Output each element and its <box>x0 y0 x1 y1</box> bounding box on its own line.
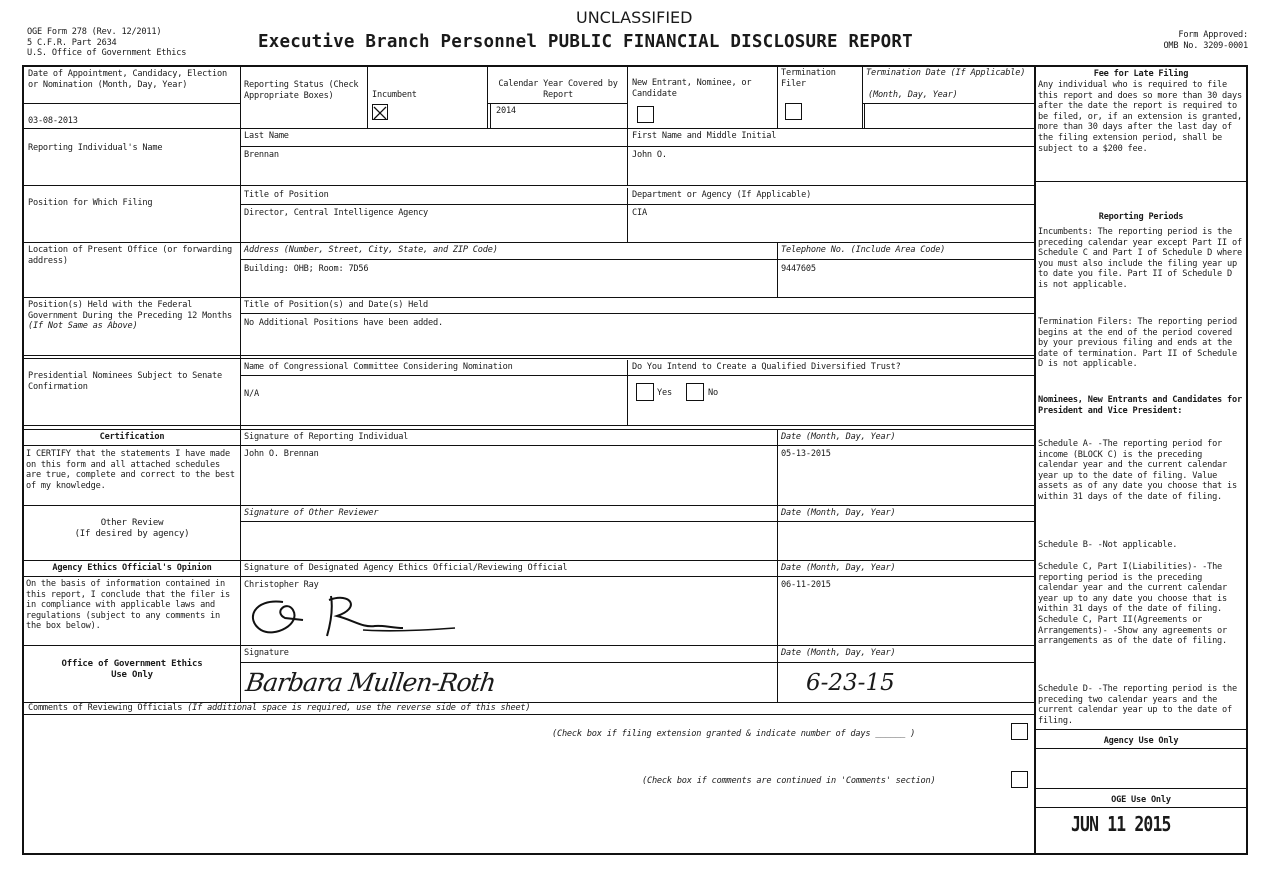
office-location-label: Location of Present Office (or forwarding address) <box>28 245 232 266</box>
reporting-periods-heading: Reporting Periods <box>1098 212 1184 222</box>
form-id <box>27 27 186 59</box>
incumbent-label: Incumbent <box>372 90 417 100</box>
comments-continued-text: (Check box if comments are continued in 'Comments' section) <box>642 776 936 786</box>
new-entrant-checkbox[interactable] <box>637 106 654 123</box>
schedule-b-text: Schedule B- -Not applicable. <box>1038 540 1178 550</box>
nominees-text: Nominees, New Entrants and Candidates for President and Vice President: <box>1038 395 1242 416</box>
position-title-value: Director, Central Intelligence Agency <box>244 208 429 218</box>
certification-text: I CERTIFY that the statements I have made on this form and all attached schedules are true, complete and correct to the best of my knowledge. <box>26 449 235 491</box>
ethics-date-value: 06-11-2015 <box>781 580 831 590</box>
positions-held-value: No Additional Positions have been added. <box>244 318 443 328</box>
extension-text: (Check box if filing extension granted & indicate number of days ______ ) <box>552 729 916 739</box>
oge-date-label: Date (Month, Day, Year) <box>781 648 896 658</box>
comments-continued-checkbox[interactable] <box>1011 771 1028 788</box>
checkmark-x-icon <box>373 106 387 120</box>
trust-yes-label: Yes <box>657 388 672 398</box>
termination-date-format: (Month, Day, Year) <box>868 90 958 100</box>
late-fee-heading: Fee for Late Filing <box>1093 69 1189 79</box>
trust-yes-checkbox[interactable] <box>636 383 654 401</box>
oge-use-only-label: OGE Use Only <box>1111 795 1171 805</box>
ethics-official-name: Christopher Ray <box>244 580 319 590</box>
certification-heading: Certification <box>99 432 165 442</box>
termination-filers-text: Termination Filers: The reporting period begins at the end of the period covered by your previous filing and ends at the date of termination. Part II of Schedule D is not applicable. <box>1038 317 1237 370</box>
trust-question-label: Do You Intend to Create a Qualified Diversified Trust? <box>632 362 901 372</box>
cfr-part: 5 C.F.R. Part 2634 <box>27 37 117 48</box>
positions-held-label <box>28 300 240 332</box>
termination-filer-label: Termination Filer <box>781 68 836 89</box>
certification-date-label: Date (Month, Day, Year) <box>781 432 896 442</box>
appointment-date-value: 03-08-2013 <box>28 116 78 126</box>
reporting-signature-value: John O. Brennan <box>244 449 319 459</box>
ethics-official-signature-label: Signature of Designated Agency Ethics Official/Reviewing Official <box>244 563 568 573</box>
agency-name: U.S. Office of Government Ethics <box>27 48 187 59</box>
committee-label: Name of Congressional Committee Considering Nomination <box>244 362 513 372</box>
agency-use-only-label: Agency Use Only <box>1103 736 1179 746</box>
received-date-stamp: JUN 11 2015 <box>1071 812 1171 836</box>
ethics-official-signature-image <box>243 590 473 640</box>
approval-label: Form Approved: <box>1178 30 1248 40</box>
address-label: Address (Number, Street, City, State, and ZIP Code) <box>244 245 498 255</box>
schedule-d-text: Schedule D- -The reporting period is the preceding two calendar years and the current calendar year up to the date of filing. <box>1038 684 1237 726</box>
telephone-label: Telephone No. (Include Area Code) <box>781 245 946 255</box>
incumbents-text: Incumbents: The reporting period is the preceding calendar year except Part II of Schedule C and Part I of Schedule D where you must also include the filing year up to date you file. Part II of Schedule D is not applicable. <box>1038 227 1242 290</box>
termination-date-label: Termination Date (If Applicable) <box>866 68 1026 78</box>
first-name-label: First Name and Middle Initial <box>632 131 777 141</box>
oge-title: Office of Government Ethics <box>61 659 203 669</box>
oge-use-label <box>24 659 240 681</box>
address-value: Building: OHB; Room: 7D56 <box>244 264 369 274</box>
calendar-year-label: Calendar Year Covered by Report <box>498 79 618 100</box>
department-label: Department or Agency (If Applicable) <box>632 190 812 200</box>
other-reviewer-signature-label: Signature of Other Reviewer <box>244 508 379 518</box>
first-name-value: John O. <box>632 150 667 160</box>
positions-held-title-label: Title of Position(s) and Date(s) Held <box>244 300 429 310</box>
reporting-signature-label: Signature of Reporting Individual <box>244 432 409 442</box>
certification-date-value: 05-13-2015 <box>781 449 831 459</box>
omb-number: OMB No. 3209-0001 <box>1163 40 1248 51</box>
reporting-status-label: Reporting Status (Check Appropriate Boxes) <box>244 80 359 101</box>
other-review-label <box>24 518 240 540</box>
last-name-value: Brennan <box>244 150 279 160</box>
ethics-date-label: Date (Month, Day, Year) <box>781 563 896 573</box>
last-name-label: Last Name <box>244 131 289 141</box>
classification-marking: UNCLASSIFIED <box>576 8 693 27</box>
agency-ethics-opinion: On the basis of information contained in this report, I conclude that the filer is in compliance with applicable laws and regulations (subject to any comments in the box below). <box>26 579 230 632</box>
oge-handwritten-signature: Barbara Mullen-Roth <box>243 668 498 697</box>
committee-value: N/A <box>244 389 259 399</box>
position-filing-label: Position for Which Filing <box>28 198 153 208</box>
calendar-year-value: 2014 <box>496 106 516 116</box>
other-review-title: Other Review <box>100 518 164 528</box>
form-number: OGE Form 278 (Rev. 12/2011) <box>27 27 162 37</box>
oge-sub: Use Only <box>111 670 153 680</box>
schedule-c-text: Schedule C, Part I(Liabilities)- -The reporting period is the preceding calendar year and the current calendar year up to any date you choose that is within 31 days of the date of filing. Schedule C, Part II(Agreements or Arrangements)- -Show any agreements or arrangements as of the date of filing. <box>1038 562 1228 647</box>
comments-note: (If additional space is required, use the reverse side of this sheet) <box>187 703 531 713</box>
trust-no-label: No <box>708 388 718 398</box>
other-review-sub: (If desired by agency) <box>74 529 190 539</box>
extension-checkbox[interactable] <box>1011 723 1028 740</box>
schedule-a-text: Schedule A- -The reporting period for income (BLOCK C) is the preceding calendar year and the current calendar year up to the date of filing. Value assets as of any date you choose that is within 31 days of the date of filing. <box>1038 439 1237 502</box>
omb-approval <box>1163 30 1248 51</box>
positions-held-text: Position(s) Held with the Federal Government During the Preceding 12 Months <box>28 300 232 321</box>
termination-filer-checkbox[interactable] <box>785 103 802 120</box>
presidential-nominees-label: Presidential Nominees Subject to Senate Confirmation <box>28 371 222 392</box>
department-value: CIA <box>632 208 647 218</box>
reporting-individual-label: Reporting Individual's Name <box>28 143 163 153</box>
page-title: Executive Branch Personnel PUBLIC FINANCIAL DISCLOSURE REPORT <box>258 32 913 52</box>
other-review-date-label: Date (Month, Day, Year) <box>781 508 896 518</box>
appointment-date-label: Date of Appointment, Candidacy, Election or Nomination (Month, Day, Year) <box>28 69 227 90</box>
positions-held-note: (If Not Same as Above) <box>28 321 138 332</box>
telephone-value: 9447605 <box>781 264 816 274</box>
trust-no-checkbox[interactable] <box>686 383 704 401</box>
oge-signature-label: Signature <box>244 648 289 658</box>
comments-title: Comments of Reviewing Officials <box>28 703 183 713</box>
oge-handwritten-date: 6-23-15 <box>806 670 895 696</box>
agency-ethics-heading: Agency Ethics Official's Opinion <box>52 563 212 573</box>
position-title-label: Title of Position <box>244 190 329 200</box>
incumbent-checkbox[interactable] <box>372 104 388 120</box>
late-fee-text: Any individual who is required to file this report and does so more than 30 days after the date the report is required to be filed, or, if an extension is granted, more than 30 days after the last day of the filing extension period, shall be subject to a $200 fee. <box>1038 80 1242 154</box>
new-entrant-label: New Entrant, Nominee, or Candidate <box>632 78 752 99</box>
comments-label <box>28 703 530 714</box>
